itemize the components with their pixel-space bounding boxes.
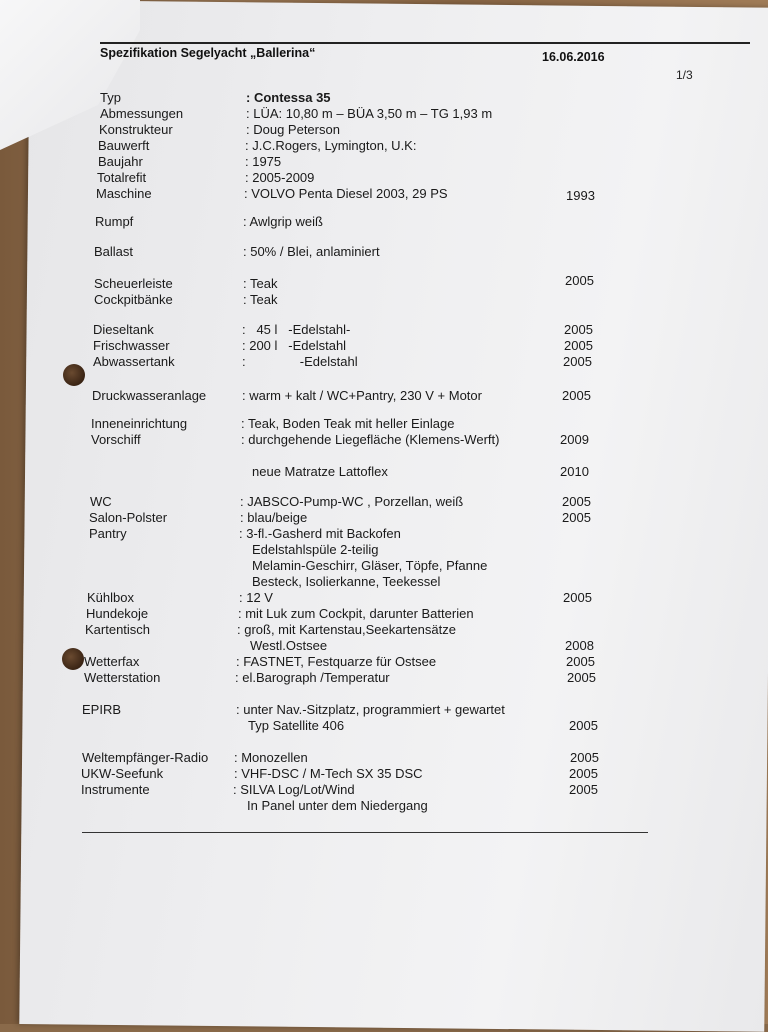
spec-year: 2005 (563, 590, 592, 605)
spec-year: 2005 (569, 718, 598, 733)
spec-label: Instrumente (81, 782, 150, 797)
spec-label: Scheuerleiste (94, 276, 173, 291)
document-date: 16.06.2016 (542, 50, 605, 64)
punch-hole (63, 364, 85, 386)
spec-value: : unter Nav.-Sitzplatz, programmiert + gewartet (236, 702, 505, 717)
spec-year: 2005 (566, 654, 595, 669)
spec-label: Wetterfax (84, 654, 140, 669)
spec-value: : durchgehende Liegefläche (Klemens-Werft) (241, 432, 500, 447)
spec-value: Edelstahlspüle 2-teilig (252, 542, 379, 557)
spec-value: : 50% / Blei, anlaminiert (243, 244, 380, 259)
spec-year: 2005 (570, 750, 599, 765)
spec-value: : VOLVO Penta Diesel 2003, 29 PS (244, 186, 448, 201)
spec-value: : groß, mit Kartenstau,Seekartensätze (237, 622, 456, 637)
spec-value: Westl.Ostsee (250, 638, 328, 653)
spec-value: : J.C.Rogers, Lymington, U.K: (245, 138, 417, 153)
spec-value: Melamin-Geschirr, Gläser, Töpfe, Pfanne (252, 558, 488, 573)
spec-value: : 200 l -Edelstahl (242, 338, 347, 353)
spec-label: Kühlbox (87, 590, 134, 605)
spec-value: : Teak, Boden Teak mit heller Einlage (241, 416, 455, 431)
spec-value: : 1975 (245, 154, 282, 169)
spec-label: Cockpitbänke (94, 292, 173, 307)
spec-year: 2005 (567, 670, 596, 685)
spec-value: : Teak (243, 292, 278, 307)
spec-value: : warm + kalt / WC+Pantry, 230 V + Motor (242, 388, 482, 403)
header-rule (100, 42, 750, 44)
spec-value: : Teak (243, 276, 278, 291)
spec-value: : Awlgrip weiß (243, 214, 323, 229)
spec-value: : 45 l -Edelstahl- (242, 322, 351, 337)
spec-label: Dieseltank (93, 322, 154, 337)
spec-label: Bauwerft (98, 138, 150, 153)
spec-label: Konstrukteur (99, 122, 173, 137)
spec-label: Typ (100, 90, 121, 105)
spec-year: 2005 (562, 494, 591, 509)
spec-value: : JABSCO-Pump-WC , Porzellan, weiß (240, 494, 464, 509)
spec-value: : mit Luk zum Cockpit, darunter Batterien (238, 606, 474, 621)
spec-label: UKW-Seefunk (81, 766, 164, 781)
spec-label: Ballast (94, 244, 134, 259)
spec-label: Abwassertank (93, 354, 175, 369)
footer-rule (82, 832, 648, 833)
spec-value: : el.Barograph /Temperatur (235, 670, 390, 685)
spec-year: 2005 (569, 766, 598, 781)
spec-value: : 3-fl.-Gasherd mit Backofen (239, 526, 401, 541)
spec-value: : LÜA: 10,80 m – BÜA 3,50 m – TG 1,93 m (246, 106, 493, 121)
spec-label: Totalrefit (97, 170, 147, 185)
punch-hole (62, 648, 84, 670)
spec-year: 2005 (562, 510, 591, 525)
spec-label: Baujahr (98, 154, 143, 169)
spec-value: : Monozellen (234, 750, 308, 765)
spec-label: Frischwasser (93, 338, 170, 353)
spec-year: 2005 (565, 273, 594, 288)
spec-label: Pantry (89, 526, 127, 541)
spec-value: : blau/beige (240, 510, 308, 525)
spec-value: : Contessa 35 (246, 90, 331, 105)
spec-value: : 2005-2009 (245, 170, 315, 185)
spec-label: Abmessungen (100, 106, 184, 121)
spec-value: In Panel unter dem Niedergang (247, 798, 428, 813)
spec-value: : VHF-DSC / M-Tech SX 35 DSC (234, 766, 423, 781)
spec-value: : 12 V (239, 590, 273, 605)
spec-year: 2005 (562, 388, 591, 403)
spec-year: 1993 (566, 188, 595, 203)
spec-label: Rumpf (95, 214, 134, 229)
spec-label: WC (90, 494, 112, 509)
spec-label: Kartentisch (85, 622, 151, 637)
spec-value: : Doug Peterson (246, 122, 340, 137)
spec-label: Salon-Polster (89, 510, 168, 525)
spec-value: Typ Satellite 406 (248, 718, 345, 733)
page-number: 1/3 (676, 68, 693, 82)
spec-year: 2008 (565, 638, 594, 653)
spec-value: : SILVA Log/Lot/Wind (233, 782, 355, 797)
spec-label: Weltempfänger-Radio (82, 750, 209, 765)
spec-label: Inneneinrichtung (91, 416, 188, 431)
spec-year: 2005 (569, 782, 598, 797)
spec-year: 2010 (560, 464, 589, 479)
spec-year: 2009 (560, 432, 589, 447)
spec-value: neue Matratze Lattoflex (252, 464, 388, 479)
spec-label: Maschine (96, 186, 152, 201)
spec-value: : -Edelstahl (242, 354, 358, 369)
spec-value: Besteck, Isolierkanne, Teekessel (252, 574, 441, 589)
spec-label: Wetterstation (84, 670, 161, 685)
spec-label: Vorschiff (91, 432, 141, 447)
spec-label: EPIRB (82, 702, 122, 717)
spec-year: 2005 (564, 322, 593, 337)
document-title: Spezifikation Segelyacht „Ballerina“ (100, 46, 316, 60)
spec-label: Druckwasseranlage (92, 388, 207, 403)
spec-year: 2005 (563, 354, 592, 369)
spec-label: Hundekoje (86, 606, 149, 621)
spec-value: : FASTNET, Festquarze für Ostsee (236, 654, 437, 669)
spec-year: 2005 (564, 338, 593, 353)
